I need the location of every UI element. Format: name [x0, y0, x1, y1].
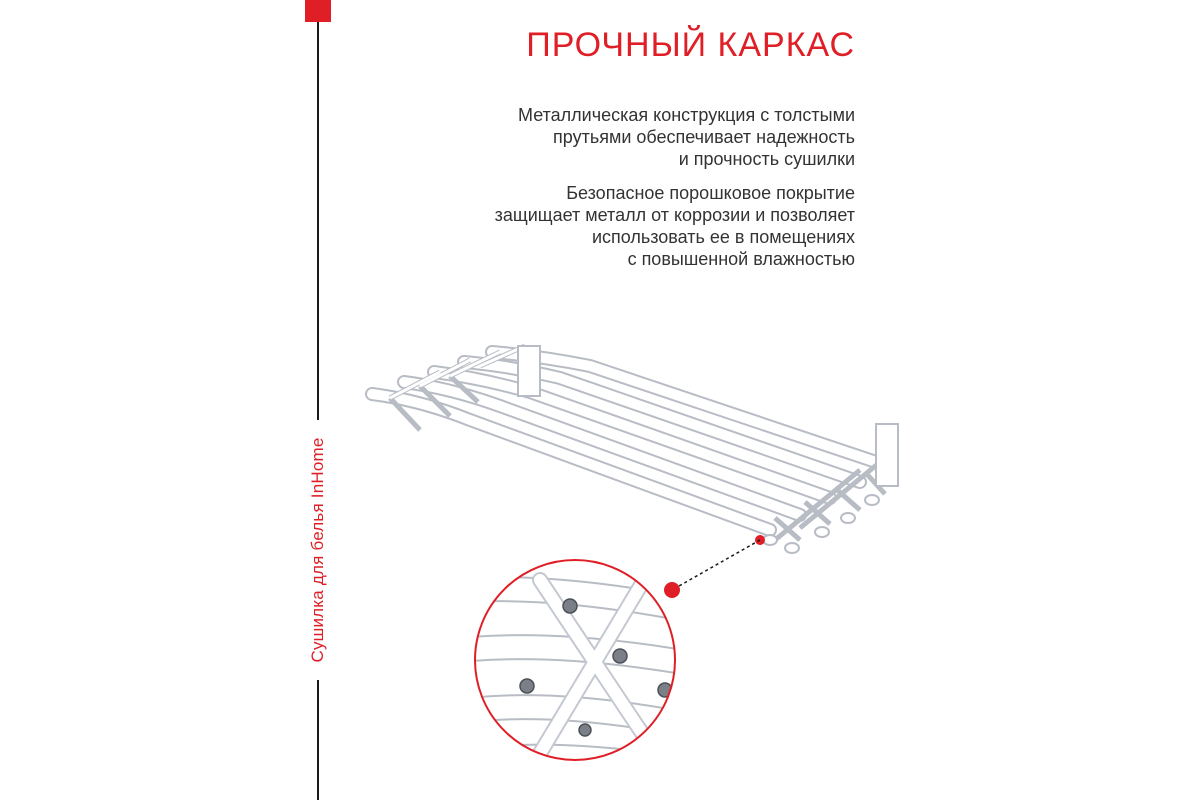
zoom-marker-dot [664, 582, 680, 598]
zoom-detail-circle [460, 560, 700, 770]
left-wall-bracket [518, 346, 540, 396]
side-product-label: Сушилка для белья InHome [308, 437, 327, 663]
paragraph-line: использовать ее в помещениях [591, 227, 855, 247]
callout-dashed-line [672, 540, 760, 590]
page-title: ПРОЧНЫЙ КАРКАС [526, 26, 855, 64]
paragraph-line: прутьями обеспечивает надежность [553, 127, 855, 147]
paragraph-line: Металлическая конструкция с толстыми [518, 105, 855, 125]
paragraph-line: Безопасное порошковое покрытие [566, 183, 855, 203]
right-wall-bracket [876, 424, 898, 486]
paragraph-line: защищает металл от коррозии и позволяет [494, 205, 855, 225]
paragraph-line: с повышенной влажностью [627, 249, 855, 269]
paragraph-line: и прочность сушилки [678, 149, 855, 169]
